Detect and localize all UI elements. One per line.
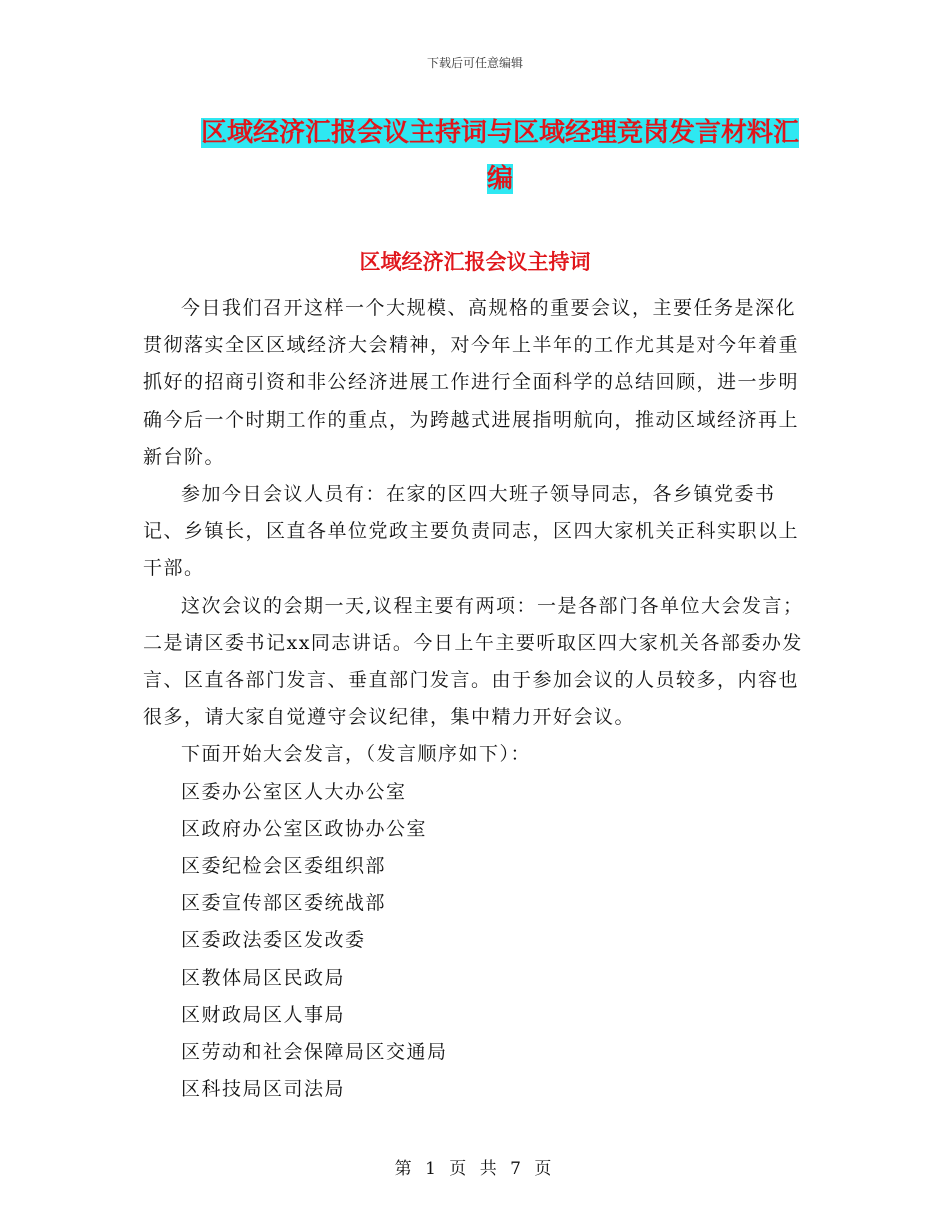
section-title: 区域经济汇报会议主持词 xyxy=(359,250,591,274)
list-item: 区科技局区司法局 xyxy=(181,1078,346,1101)
paragraph: 参加今日会议人员有：在家的区四大班子领导同志，各乡镇党委书记、乡镇长，区直各单位党政主要负责同志，区四大家机关正科实职以上干部。 xyxy=(143,483,800,580)
list-item: 区委纪检会区委组织部 xyxy=(181,855,387,878)
list-item: 区委政法委区发改委 xyxy=(181,929,366,952)
paragraph: 下面开始大会发言，（发言顺序如下）： xyxy=(181,743,532,766)
list-item: 区财政局区人事局 xyxy=(181,1003,346,1026)
document-title xyxy=(190,110,810,202)
document-title-line-1: 区域经济汇报会议主持词与区域经理竞岗发言材料汇 xyxy=(200,118,799,148)
list-item: 区政府办公室区政协办公室 xyxy=(181,817,428,840)
list-item: 区委办公室区人大办公室 xyxy=(181,780,407,803)
list-item: 区教体局区民政局 xyxy=(181,966,346,989)
list-item: 区劳动和社会保障局区交通局 xyxy=(181,1041,448,1064)
list-item: 区委宣传部区委统战部 xyxy=(181,892,387,915)
document-title-line-2: 编 xyxy=(486,164,513,194)
paragraph: 这次会议的会期一天,议程主要有两项：一是各部门各单位大会发言；二是请区委书记xx同志讲话。今日上午主要听取区四大家机关各部委办发言、区直各部门发言、垂直部门发言。由于参加会议的人员较多，内容也很多，请大家自觉遵守会议纪律，集中精力开好会议。 xyxy=(143,594,804,729)
paragraph: 今日我们召开这样一个大规模、高规格的重要会议，主要任务是深化贯彻落实全区区域经济大会精神，对今年上半年的工作尤其是对今年着重抓好的招商引资和非公经济进展工作进行全面科学的总结回顾，进一步明确今后一个时期工作的重点，为跨越式进展指明航向，推动区域经济再上新台阶。 xyxy=(143,297,800,468)
page-number-footer: 第 1 页 共 7 页 xyxy=(394,1159,556,1179)
document-body xyxy=(143,290,808,1108)
page-header-note: 下载后可任意编辑 xyxy=(426,56,523,70)
